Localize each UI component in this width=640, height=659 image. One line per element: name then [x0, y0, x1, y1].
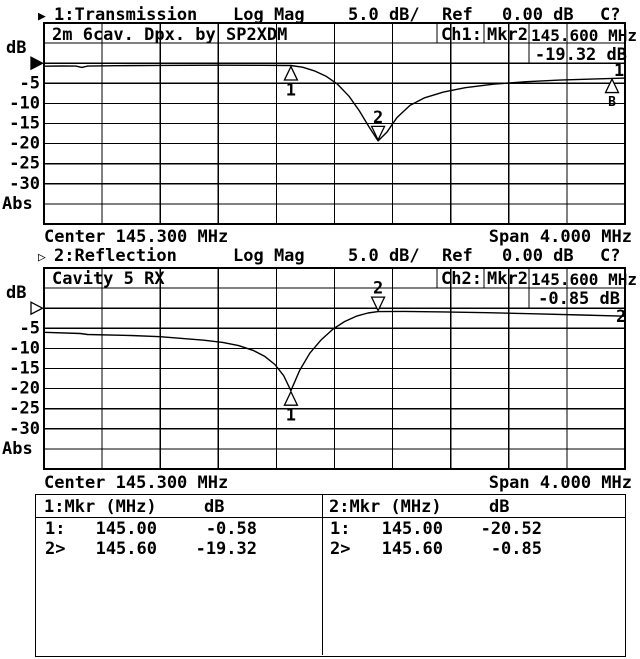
ch2-cal-status: C? — [600, 246, 621, 266]
y-axis-unit-label: dB — [6, 38, 27, 59]
y-tick-label: -30 — [9, 173, 40, 194]
table-row-marker-id: 2> — [330, 539, 351, 559]
trace-end-sub-label: B — [608, 95, 616, 111]
ch2-readout-channel: Ch2: — [441, 269, 482, 289]
table-right-header: 2:Mkr (MHz) — [329, 497, 442, 517]
ch1-active-indicator-icon: ▶ — [38, 9, 46, 24]
marker-2-reflection — [372, 279, 385, 311]
trace-number-label: 2 — [616, 307, 627, 328]
ch1-ref-label: Ref — [442, 5, 473, 25]
marker-1-transmission — [284, 67, 297, 101]
trace-end-indicator-reflection — [616, 307, 626, 327]
ch2-span-label: Span 4.000 MHz — [488, 473, 632, 493]
marker-label: 2 — [372, 107, 384, 128]
ref-level-indicator-icon — [31, 302, 43, 314]
y-axis-unit-label: dB — [6, 283, 27, 304]
ch2-format-label: Log Mag — [233, 246, 305, 266]
table-row-db: -19.32 — [195, 539, 257, 559]
ch2-readout-freq: 145.600 MHz — [531, 270, 637, 289]
y-tick-label: -30 — [9, 418, 40, 439]
y-bottom-label: Abs — [2, 193, 33, 214]
ch1-scale-label: 5.0 dB/ — [348, 5, 420, 25]
ch1-span-label: Span 4.000 MHz — [488, 227, 632, 247]
y-tick-label: -15 — [9, 113, 40, 134]
ch2-readout-value: -0.85 dB — [538, 289, 620, 309]
table-row-marker-id: 1: — [45, 519, 66, 539]
ch2-ref-value: 0.00 dB — [502, 246, 574, 266]
ch1-readout-marker: Mkr2 — [487, 25, 528, 45]
ch1-readout-freq: 145.600 MHz — [531, 26, 637, 45]
ch1-readout-channel: Ch1: — [441, 25, 482, 45]
marker-label: 1 — [285, 80, 297, 101]
ch1-title: 2m 6cav. Dpx. by SP2XDM — [52, 25, 288, 45]
ch1-format-label: Log Mag — [233, 5, 305, 25]
y-tick-label: -25 — [9, 153, 40, 174]
ch1-readout-value: -19.32 dB — [534, 45, 627, 65]
ref-level-indicator-icon — [31, 57, 43, 69]
ch2-active-indicator-icon: ▷ — [38, 250, 46, 265]
ch2-ref-label: Ref — [442, 246, 473, 266]
y-tick-label: -5 — [19, 318, 40, 339]
table-left-header: 1:Mkr (MHz) — [44, 497, 157, 517]
table-row-freq: 145.60 — [95, 539, 157, 559]
table-row-db: -0.58 — [205, 519, 257, 539]
table-row-db: -20.52 — [480, 519, 542, 539]
y-tick-label: -5 — [19, 73, 40, 94]
y-tick-label: -20 — [9, 378, 40, 399]
ch2-center-label: Center 145.300 MHz — [44, 473, 229, 493]
ch2-title: Cavity 5 RX — [52, 269, 165, 289]
marker-label: 2 — [372, 278, 384, 299]
table-row-freq: 145.60 — [381, 539, 443, 559]
table-row-marker-id: 1: — [330, 519, 351, 539]
ch2-scale-label: 5.0 dB/ — [348, 246, 420, 266]
table-right-unit: dB — [489, 497, 510, 517]
table-row-marker-id: 2> — [45, 539, 66, 559]
table-row-freq: 145.00 — [95, 519, 157, 539]
y-tick-label: -20 — [9, 133, 40, 154]
y-bottom-label: Abs — [2, 438, 33, 459]
table-row-db: -0.85 — [490, 539, 542, 559]
marker-table-divider — [322, 494, 323, 655]
marker-label: 1 — [285, 405, 297, 426]
ch1-trace-label: 1:Transmission — [54, 5, 198, 25]
ch1-cal-status: C? — [600, 5, 621, 25]
ch2-readout-marker: Mkr2 — [487, 269, 528, 289]
ch1-center-label: Center 145.300 MHz — [44, 227, 229, 247]
y-tick-label: -15 — [9, 358, 40, 379]
table-left-unit: dB — [204, 497, 225, 517]
ch1-ref-value: 0.00 dB — [502, 5, 574, 25]
marker-table-header-underline — [35, 517, 626, 518]
trace-number-label: 1 — [614, 61, 625, 82]
y-tick-label: -10 — [9, 338, 40, 359]
ch2-trace-label: 2:Reflection — [54, 246, 177, 266]
y-tick-label: -25 — [9, 398, 40, 419]
table-row-freq: 145.00 — [381, 519, 443, 539]
y-tick-label: -10 — [9, 93, 40, 114]
trace-end-indicator-transmission — [606, 61, 625, 110]
marker-1-reflection — [284, 392, 297, 426]
